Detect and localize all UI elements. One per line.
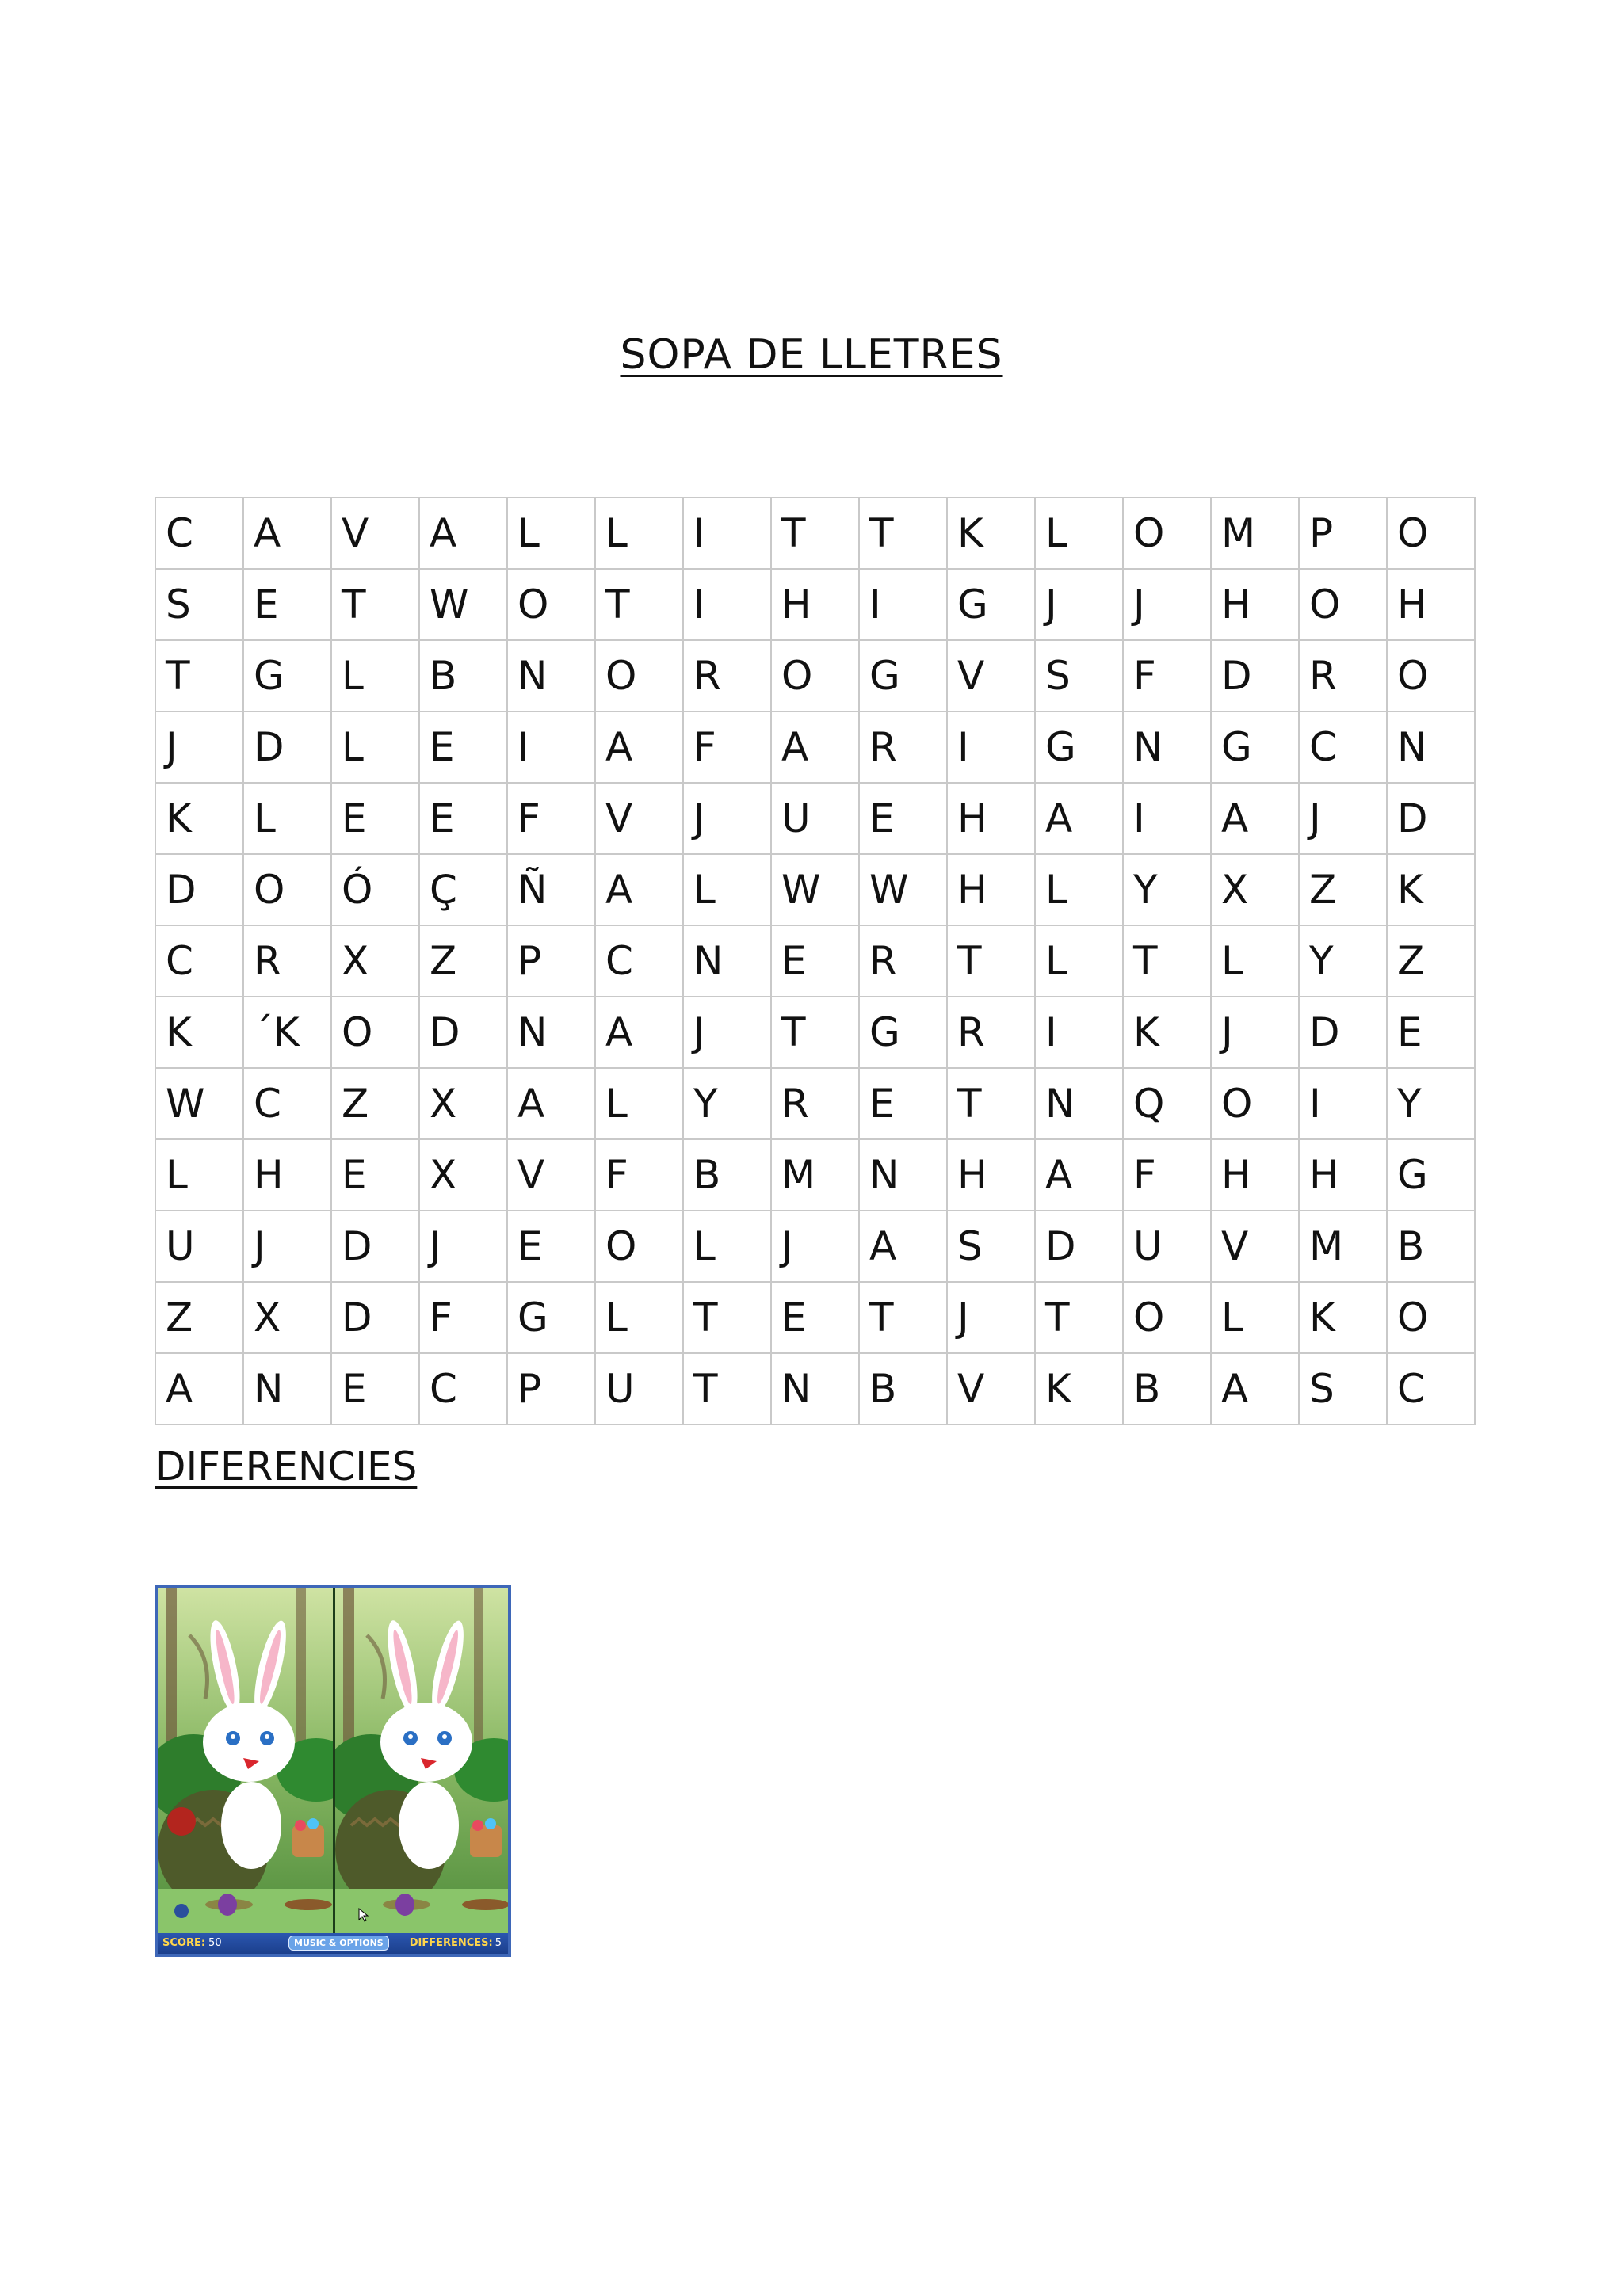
grid-cell: L [331, 711, 419, 783]
grid-row [155, 498, 1475, 569]
grid-cell: I [947, 711, 1035, 783]
grid-cell: D [243, 711, 331, 783]
grid-cell: I [683, 498, 771, 569]
grid-cell: O [771, 640, 859, 711]
grid-cell: D [1299, 997, 1387, 1068]
grid-cell: L [243, 783, 331, 854]
grid-cell: P [507, 1353, 595, 1425]
grid-row [155, 711, 1475, 783]
grid-cell: A [1035, 783, 1123, 854]
grid-cell: H [947, 854, 1035, 925]
grid-cell: S [947, 1211, 1035, 1282]
grid-cell: U [1123, 1211, 1211, 1282]
grid-cell: O [1387, 640, 1475, 711]
grid-cell: J [683, 783, 771, 854]
grid-cell: G [1387, 1139, 1475, 1211]
grid-cell: R [771, 1068, 859, 1139]
grid-row [155, 925, 1475, 997]
grid-cell: T [859, 498, 947, 569]
game-hud [158, 1933, 508, 1954]
music-options-button[interactable]: MUSIC & OPTIONS [288, 1936, 389, 1951]
grid-cell: D [331, 1211, 419, 1282]
grid-cell: E [331, 783, 419, 854]
grid-cell: J [1035, 569, 1123, 640]
grid-cell: A [243, 498, 331, 569]
grid-cell: E [419, 711, 507, 783]
grid-cell: E [419, 783, 507, 854]
grid-cell: G [1211, 711, 1299, 783]
grid-cell: Ó [331, 854, 419, 925]
grid-cell: L [595, 1282, 683, 1353]
grid-cell: H [1387, 569, 1475, 640]
grid-cell: C [595, 925, 683, 997]
grid-cell: V [507, 1139, 595, 1211]
grid-cell: Ñ [507, 854, 595, 925]
grid-cell: A [859, 1211, 947, 1282]
grid-cell: G [859, 640, 947, 711]
grid-cell: H [771, 569, 859, 640]
grid-row [155, 1353, 1475, 1425]
grid-cell: I [859, 569, 947, 640]
grid-cell: C [155, 925, 243, 997]
grid-cell: A [1211, 1353, 1299, 1425]
grid-cell: B [1123, 1353, 1211, 1425]
grid-cell: J [1211, 997, 1299, 1068]
grid-cell: O [1123, 1282, 1211, 1353]
grid-cell: K [155, 997, 243, 1068]
grid-cell: O [243, 854, 331, 925]
grid-cell: H [947, 1139, 1035, 1211]
grid-cell: A [595, 854, 683, 925]
grid-cell: U [155, 1211, 243, 1282]
grid-cell: U [595, 1353, 683, 1425]
grid-cell: H [1211, 569, 1299, 640]
grid-cell: T [1035, 1282, 1123, 1353]
grid-row [155, 1068, 1475, 1139]
grid-row [155, 854, 1475, 925]
grid-cell: M [1211, 498, 1299, 569]
grid-cell: D [419, 997, 507, 1068]
grid-cell: T [947, 1068, 1035, 1139]
grid-cell: O [595, 1211, 683, 1282]
grid-cell: T [595, 569, 683, 640]
grid-cell: J [419, 1211, 507, 1282]
grid-cell: F [683, 711, 771, 783]
grid-cell: J [243, 1211, 331, 1282]
grid-cell: H [1211, 1139, 1299, 1211]
word-search-grid [155, 497, 1476, 1425]
grid-cell: N [1123, 711, 1211, 783]
grid-cell: G [507, 1282, 595, 1353]
grid-cell: N [683, 925, 771, 997]
grid-cell: F [419, 1282, 507, 1353]
grid-cell: S [155, 569, 243, 640]
grid-cell: H [947, 783, 1035, 854]
grid-cell: X [419, 1139, 507, 1211]
grid-cell: Y [1299, 925, 1387, 997]
grid-cell: Y [1123, 854, 1211, 925]
grid-cell: J [683, 997, 771, 1068]
grid-cell: C [1387, 1353, 1475, 1425]
grid-cell: K [1387, 854, 1475, 925]
grid-cell: B [419, 640, 507, 711]
grid-cell: L [683, 1211, 771, 1282]
grid-cell: A [1211, 783, 1299, 854]
spot-the-difference-image [155, 1585, 511, 1957]
grid-cell: I [683, 569, 771, 640]
grid-cell: L [1211, 925, 1299, 997]
grid-cell: A [419, 498, 507, 569]
grid-row [155, 1282, 1475, 1353]
grid-cell: T [1123, 925, 1211, 997]
grid-cell: V [947, 640, 1035, 711]
grid-cell: C [155, 498, 243, 569]
grid-cell: X [1211, 854, 1299, 925]
grid-cell: O [1123, 498, 1211, 569]
grid-cell: W [155, 1068, 243, 1139]
grid-cell: U [771, 783, 859, 854]
grid-cell: J [947, 1282, 1035, 1353]
grid-cell: N [507, 997, 595, 1068]
grid-cell: E [771, 925, 859, 997]
grid-cell: J [1123, 569, 1211, 640]
grid-cell: N [771, 1353, 859, 1425]
grid-cell: A [771, 711, 859, 783]
grid-cell: T [155, 640, 243, 711]
grid-cell: Q [1123, 1068, 1211, 1139]
grid-cell: T [683, 1282, 771, 1353]
grid-cell: L [1035, 498, 1123, 569]
grid-cell: X [331, 925, 419, 997]
grid-cell: E [243, 569, 331, 640]
grid-cell: D [1387, 783, 1475, 854]
grid-cell: M [1299, 1211, 1387, 1282]
grid-cell: G [1035, 711, 1123, 783]
grid-cell: L [507, 498, 595, 569]
grid-cell: A [1035, 1139, 1123, 1211]
grid-cell: S [1035, 640, 1123, 711]
grid-cell: C [243, 1068, 331, 1139]
grid-cell: V [1211, 1211, 1299, 1282]
grid-cell: A [155, 1353, 243, 1425]
grid-cell: E [771, 1282, 859, 1353]
grid-cell: K [947, 498, 1035, 569]
section-title [155, 1444, 417, 1489]
grid-cell: G [947, 569, 1035, 640]
grid-cell: Z [331, 1068, 419, 1139]
grid-cell: P [507, 925, 595, 997]
grid-row [155, 1211, 1475, 1282]
grid-cell: V [947, 1353, 1035, 1425]
grid-cell: P [1299, 498, 1387, 569]
grid-cell: N [507, 640, 595, 711]
grid-cell: O [595, 640, 683, 711]
grid-cell: R [947, 997, 1035, 1068]
grid-cell: W [771, 854, 859, 925]
grid-cell: L [331, 640, 419, 711]
grid-cell: T [331, 569, 419, 640]
grid-cell: D [1035, 1211, 1123, 1282]
grid-cell: T [859, 1282, 947, 1353]
grid-row [155, 997, 1475, 1068]
grid-row [155, 569, 1475, 640]
grid-cell: Y [683, 1068, 771, 1139]
grid-cell: H [243, 1139, 331, 1211]
differences-display [410, 1937, 502, 1949]
grid-cell: C [1299, 711, 1387, 783]
left-scene [158, 1588, 334, 1934]
differences-label: DIFFERENCES: [409, 1937, 493, 1949]
grid-cell: L [1035, 854, 1123, 925]
grid-cell: N [1035, 1068, 1123, 1139]
grid-cell: L [1211, 1282, 1299, 1353]
grid-cell: K [155, 783, 243, 854]
grid-cell: O [1387, 1282, 1475, 1353]
grid-row [155, 783, 1475, 854]
grid-cell: Z [155, 1282, 243, 1353]
grid-cell: T [771, 498, 859, 569]
grid-cell: V [595, 783, 683, 854]
grid-cell: K [1123, 997, 1211, 1068]
grid-cell: Ç [419, 854, 507, 925]
grid-cell: N [1387, 711, 1475, 783]
grid-cell: R [683, 640, 771, 711]
grid-cell: O [1299, 569, 1387, 640]
grid-cell: I [507, 711, 595, 783]
grid-cell: D [1211, 640, 1299, 711]
grid-cell: E [859, 783, 947, 854]
grid-cell: J [155, 711, 243, 783]
grid-cell: I [1035, 997, 1123, 1068]
grid-cell: L [595, 1068, 683, 1139]
bunny-scene-left [158, 1588, 334, 1934]
differences-value: 5 [495, 1937, 502, 1949]
grid-cell: L [1035, 925, 1123, 997]
page-title-text: SOPA DE LLETRES [620, 331, 1003, 379]
grid-cell: C [419, 1353, 507, 1425]
grid-cell: R [1299, 640, 1387, 711]
grid-cell: B [683, 1139, 771, 1211]
grid-cell: I [1123, 783, 1211, 854]
grid-row [155, 1139, 1475, 1211]
grid-cell: R [859, 711, 947, 783]
section-title-text: DIFERENCIES [155, 1444, 418, 1489]
grid-cell: F [507, 783, 595, 854]
grid-cell: L [155, 1139, 243, 1211]
grid-cell: F [595, 1139, 683, 1211]
grid-cell: W [859, 854, 947, 925]
grid-cell: B [1387, 1211, 1475, 1282]
grid-cell: E [331, 1139, 419, 1211]
grid-cell: L [683, 854, 771, 925]
grid-cell: Z [419, 925, 507, 997]
grid-cell: M [771, 1139, 859, 1211]
grid-cell: Z [1387, 925, 1475, 997]
grid-cell: R [243, 925, 331, 997]
page-title [0, 331, 1623, 379]
grid-cell: O [507, 569, 595, 640]
grid-cell: E [1387, 997, 1475, 1068]
grid-cell: A [595, 997, 683, 1068]
grid-cell: ´K [243, 997, 331, 1068]
grid-cell: N [859, 1139, 947, 1211]
grid-cell: R [859, 925, 947, 997]
grid-cell: Y [1387, 1068, 1475, 1139]
grid-cell: A [595, 711, 683, 783]
grid-cell: H [1299, 1139, 1387, 1211]
grid-cell: K [1035, 1353, 1123, 1425]
grid-cell: A [507, 1068, 595, 1139]
grid-row [155, 640, 1475, 711]
grid-cell: O [1211, 1068, 1299, 1139]
grid-cell: L [595, 498, 683, 569]
grid-cell: F [1123, 640, 1211, 711]
grid-cell: J [1299, 783, 1387, 854]
grid-cell: E [859, 1068, 947, 1139]
grid-cell: X [419, 1068, 507, 1139]
grid-cell: O [1387, 498, 1475, 569]
grid-cell: T [771, 997, 859, 1068]
grid-cell: W [419, 569, 507, 640]
grid-cell: X [243, 1282, 331, 1353]
grid-cell: G [859, 997, 947, 1068]
grid-cell: I [1299, 1068, 1387, 1139]
right-scene [335, 1588, 511, 1934]
grid-cell: S [1299, 1353, 1387, 1425]
grid-cell: V [331, 498, 419, 569]
score-label: SCORE: [162, 1937, 206, 1949]
grid-cell: K [1299, 1282, 1387, 1353]
grid-cell: Z [1299, 854, 1387, 925]
grid-cell: D [331, 1282, 419, 1353]
grid-cell: G [243, 640, 331, 711]
grid-cell: T [683, 1353, 771, 1425]
grid-cell: J [771, 1211, 859, 1282]
grid-cell: B [859, 1353, 947, 1425]
grid-cell: O [331, 997, 419, 1068]
grid-cell: T [947, 925, 1035, 997]
score-value: 50 [208, 1937, 222, 1949]
grid-cell: E [331, 1353, 419, 1425]
grid-cell: F [1123, 1139, 1211, 1211]
grid-cell: D [155, 854, 243, 925]
bunny-scene-right [335, 1588, 511, 1934]
score-display [162, 1937, 222, 1949]
grid-cell: E [507, 1211, 595, 1282]
grid-cell: N [243, 1353, 331, 1425]
